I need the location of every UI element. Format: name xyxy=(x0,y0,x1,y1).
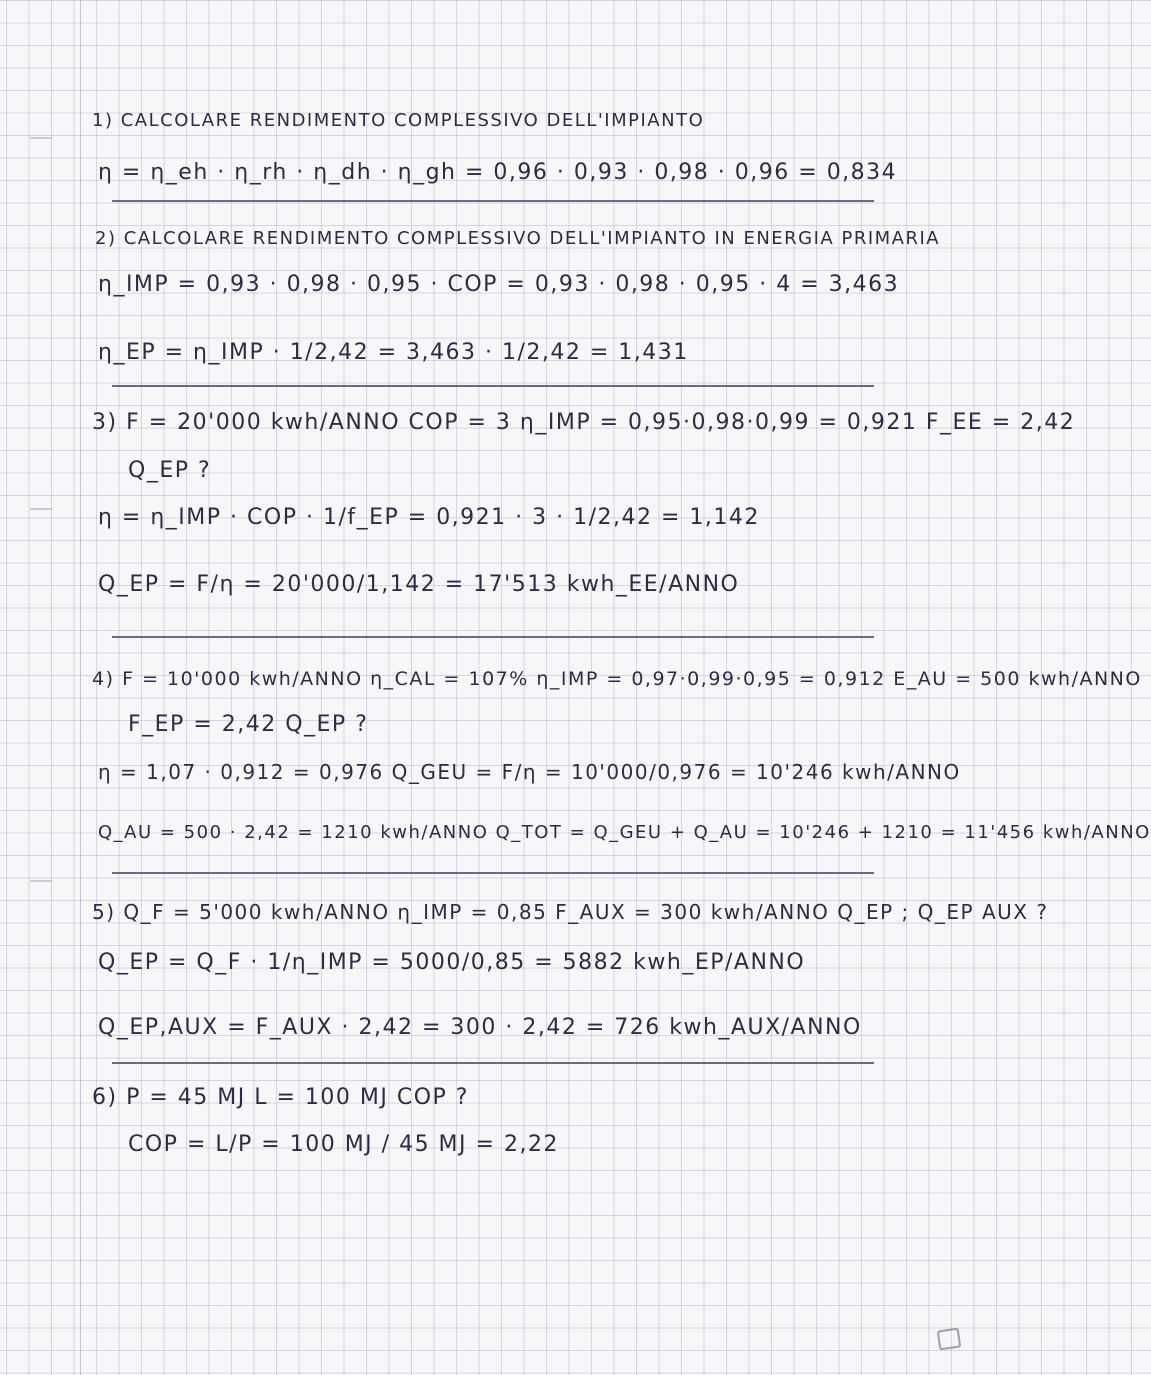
punch-hole-mark xyxy=(30,137,52,139)
section-6-number: 6) xyxy=(92,1085,118,1110)
section-3-line-2: Q_EP ? xyxy=(128,458,212,483)
section-5-line-1 xyxy=(92,900,1048,924)
section-4-number: 4) xyxy=(92,668,115,690)
section-3-line-1 xyxy=(92,410,1075,435)
section-divider xyxy=(112,200,874,202)
section-divider xyxy=(112,385,874,387)
section-4-line-4: Q_AU = 500 · 2,42 = 1210 kwh/ANNO Q_TOT = Q_GEU + Q_AU = 10'246 + 1210 = 11'456 kwh/ANNO xyxy=(98,822,1151,843)
section-3-text-1: F = 20'000 kwh/ANNO COP = 3 η_IMP = 0,95·0,98·0,99 = 0,921 F_EE = 2,42 xyxy=(126,410,1076,435)
section-1-number: 1) xyxy=(92,110,114,131)
margin-line xyxy=(80,0,81,1375)
section-divider xyxy=(112,872,874,874)
section-5-number: 5) xyxy=(92,900,116,924)
section-4-line-2: F_EP = 2,42 Q_EP ? xyxy=(128,712,369,737)
section-divider xyxy=(112,636,874,638)
section-1-title: CALCOLARE RENDIMENTO COMPLESSIVO DELL'IMPIANTO xyxy=(120,110,705,131)
section-1-heading xyxy=(92,110,704,131)
punch-hole-mark xyxy=(30,880,52,882)
section-2-line-1: η_IMP = 0,93 · 0,98 · 0,95 · COP = 0,93 · 0,98 · 0,95 · 4 = 3,463 xyxy=(98,272,900,297)
section-2-heading xyxy=(95,228,940,249)
section-6-line-2: COP = L/P = 100 MJ / 45 MJ = 2,22 xyxy=(128,1132,559,1157)
section-2-title: CALCOLARE RENDIMENTO COMPLESSIVO DELL'IMPIANTO IN ENERGIA PRIMARIA xyxy=(123,228,941,249)
section-4-line-1 xyxy=(92,668,1142,690)
section-1-line-1: η = η_eh · η_rh · η_dh · η_gh = 0,96 · 0,93 · 0,98 · 0,96 = 0,834 xyxy=(98,160,898,185)
section-3-line-4: Q_EP = F/η = 20'000/1,142 = 17'513 kwh_EE/ANNO xyxy=(98,572,740,597)
section-5-line-3: Q_EP,AUX = F_AUX · 2,42 = 300 · 2,42 = 726 kwh_AUX/ANNO xyxy=(98,1015,862,1040)
section-2-number: 2) xyxy=(95,228,117,249)
section-5-line-2: Q_EP = Q_F · 1/η_IMP = 5000/0,85 = 5882 kwh_EP/ANNO xyxy=(98,950,806,975)
section-3-line-3: η = η_IMP · COP · 1/f_EP = 0,921 · 3 · 1/2,42 = 1,142 xyxy=(98,505,760,530)
punch-hole-mark xyxy=(30,508,52,510)
section-3-number: 3) xyxy=(92,410,118,435)
section-divider xyxy=(112,1062,874,1064)
section-4-line-3: η = 1,07 · 0,912 = 0,976 Q_GEU = F/η = 10'000/0,976 = 10'246 kwh/ANNO xyxy=(98,760,961,784)
section-2-line-2: η_EP = η_IMP · 1/2,42 = 3,463 · 1/2,42 = 1,431 xyxy=(98,340,689,365)
section-6-line-1 xyxy=(92,1085,469,1110)
section-6-text-1: P = 45 MJ L = 100 MJ COP ? xyxy=(126,1085,469,1110)
page-corner-icon xyxy=(937,1328,962,1351)
section-5-text-1: Q_F = 5'000 kwh/ANNO η_IMP = 0,85 F_AUX = 300 kwh/ANNO Q_EP ; Q_EP AUX ? xyxy=(123,900,1049,924)
section-4-text-1: F = 10'000 kwh/ANNO η_CAL = 107% η_IMP = 0,97·0,99·0,95 = 0,912 E_AU = 500 kwh/ANNO xyxy=(122,668,1142,690)
